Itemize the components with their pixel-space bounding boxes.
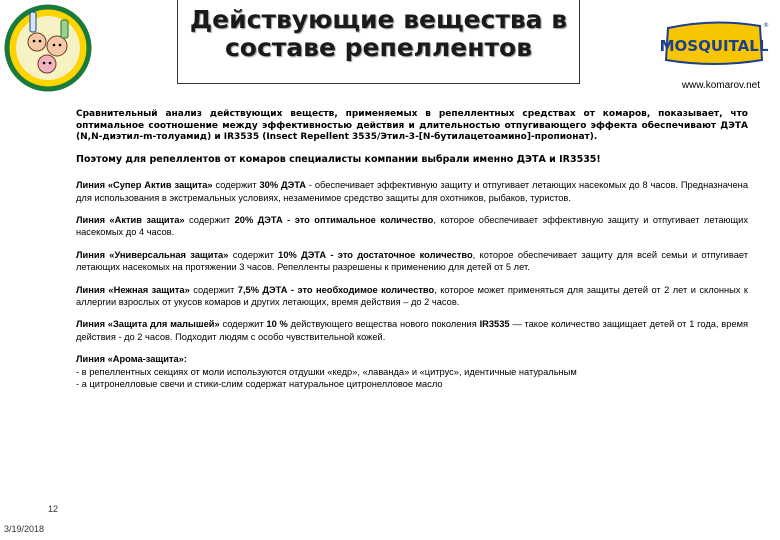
brand-logo [659,18,769,68]
aroma-item: - в репеллентных секциях от моли используются отдушки «кедр», «лаванда» и «цитрус», идентичные натуральным [76,366,577,377]
line-amount-2: IR3535 [479,319,510,330]
line-amount: 20% ДЭТА - это оптимальное количество [234,215,434,225]
line-name: Линия «Универсальная защита» [76,249,229,260]
line-name: Линия «Защита для малышей» [76,319,220,330]
line-amount: 10 % [266,319,288,330]
product-line-aroma [76,353,748,390]
line-name: Линия «Нежная защита» [76,284,190,295]
page-title [177,0,580,84]
line-amount: 7,5% ДЭТА - это необходимое количество [237,284,435,295]
title-line-1: Действующие вещества в [189,5,568,34]
conclusion-paragraph: Поэтому для репеллентов от комаров специалисты компании выбрали именно ДЭТА и IR3535! [76,153,601,165]
line-amount: 10% ДЭТА - это достаточное количество [278,249,473,260]
line-name: Линия «Актив защита» [76,215,185,225]
line-name: Линия «Арома-защита»: [76,354,187,365]
title-line-2: составе репеллентов [224,33,533,62]
product-line-gentle: Линия «Нежная защита» содержит 7,5% ДЭТА - это необходимое количество, которое может применяться для защиты детей от 2 лет и склонных к аллергии взрослых от укусов комаров и других летающих, время действия – до 2 часов. [76,284,748,308]
slide-date: 3/19/2018 [4,524,45,534]
intro-paragraph: Сравнительный анализ действующих веществ, применяемых в репеллентных средствах от комаров, показывает, что оптимальное соотношение между эффективностью действия и длительностью отпугивающего эффекта обеспечивают ДЭТА (N,N-диэтил-m-толуамид) и IR3535 (Insect Repellent 3535/Этил-3-[N-бутилацетоамино]-пропионат). [76,109,748,143]
company-logo [3,2,93,92]
svg-text:®: ® [763,22,769,29]
product-line-kids: Линия «Защита для малышей» содержит 10 % действующего вещества нового поколения IR3535 — такое количество защищает детей от 1 года, время действия - до 2 часов. Подходит людям с особо чувствительной кожей. [76,319,749,342]
product-line-active: Линия «Актив защита» содержит 20% ДЭТА - это оптимальное количество, которое обеспечивает эффективную защиту и отпугивает летающих насекомых до 4 часов. [76,215,749,238]
product-line-super-active: Линия «Супер Актив защита» содержит 30% ДЭТА - обеспечивает эффективную защиту и отпугивает летающих насекомых до 8 часов. Предназначена для использования в экстремальных условиях, незаменимое средство защиты для охотников, рыбаков, туристов. [76,180,748,203]
line-name: Линия «Супер Актив защита» [76,180,213,191]
main-content [76,109,748,400]
product-line-universal: Линия «Универсальная защита» содержит 10% ДЭТА - это достаточное количество, которое обеспечивает защиту для всей семьи и отпугивает летающих насекомых на протяжении 3 часов. Репелленты разрешены к применению для детей от 5 лет. [76,249,748,273]
site-url[interactable]: www.komarov.net [681,80,760,91]
brand-name: MOSQUITALL [659,37,769,55]
aroma-item: - а цитронелловые свечи и стики-слим содержат натуральное цитронелловое масло [76,379,443,390]
slide-number: 12 [48,504,59,514]
line-amount: 30% ДЭТА [259,180,307,191]
